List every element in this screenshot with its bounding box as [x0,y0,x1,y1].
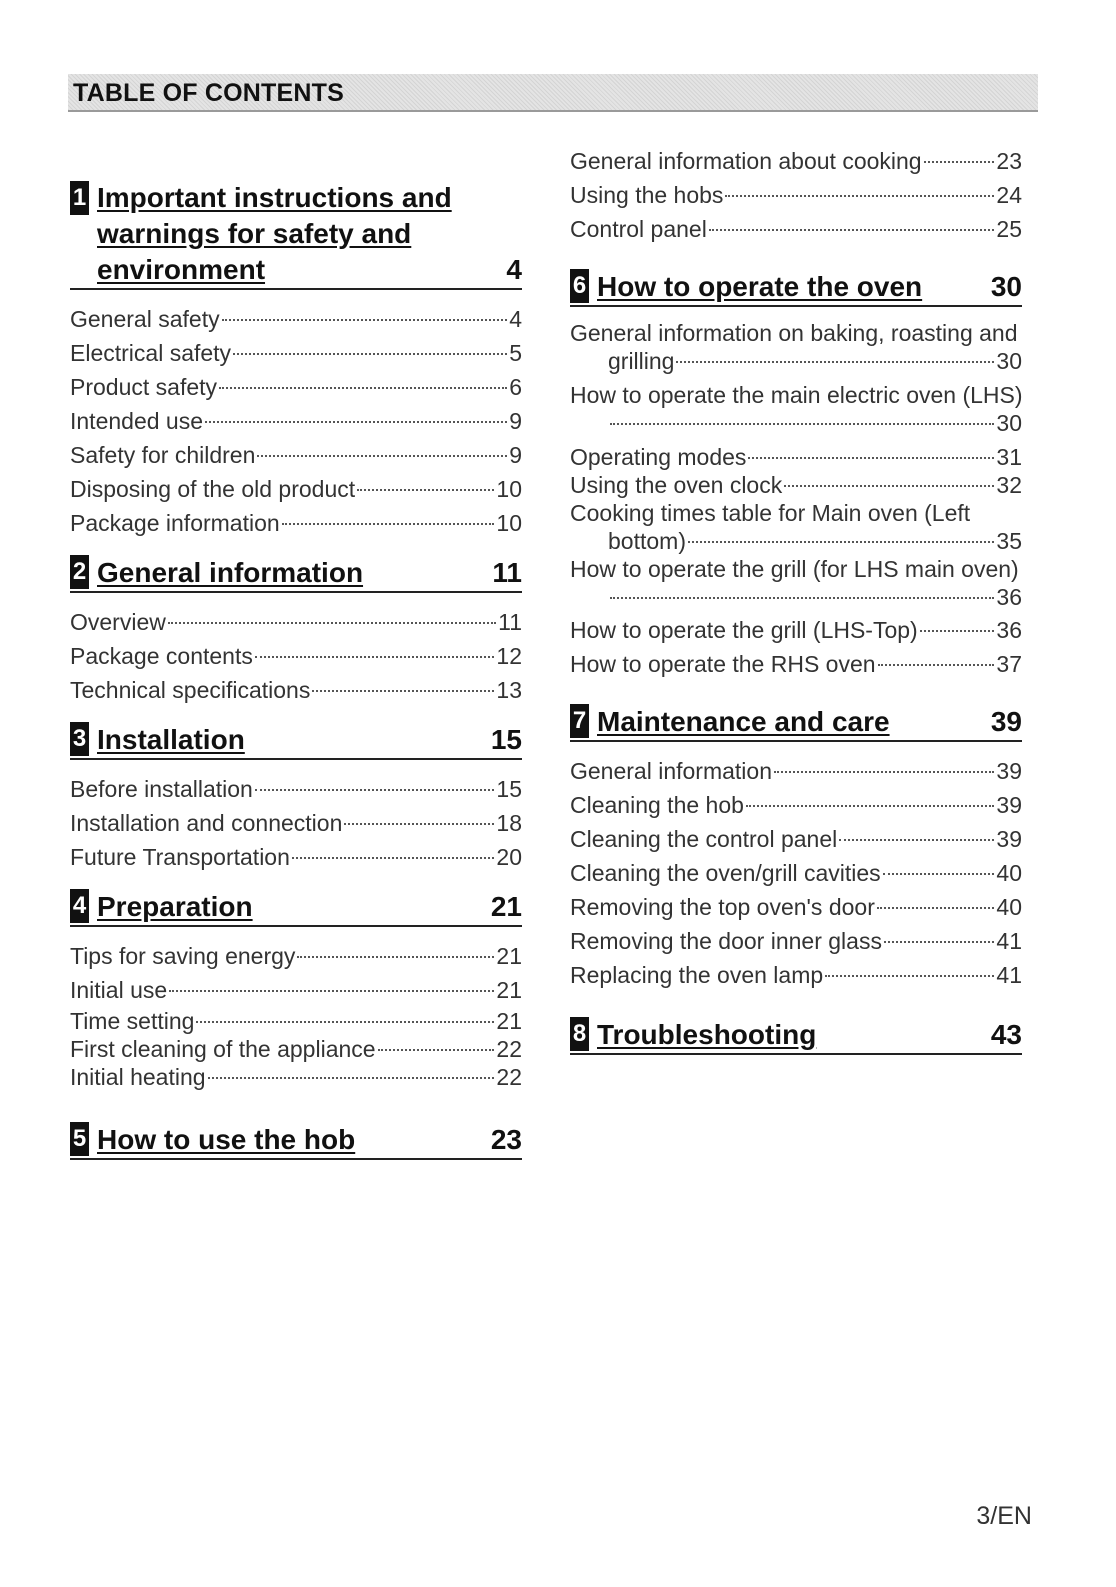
leader-dots [205,421,507,423]
entry-page: 21 [496,977,522,1003]
entry-title: General information about cooking [570,148,922,174]
leader-dots [748,457,994,459]
toc-entry[interactable] [570,613,1022,647]
entry-page: 30 [996,348,1022,374]
leader-dots [255,656,495,658]
entry-title: Product safety [70,374,218,400]
toc-section-3 [70,721,522,874]
toc-entry[interactable] [570,924,1022,958]
toc-section-6 [570,268,1022,681]
entry-title-line1: Cooking times table for Main oven (Left [570,500,971,526]
entry-title-line1: General information on baking, roasting and [570,320,1018,346]
leader-dots [784,485,994,487]
entry-page: 36 [996,584,1022,610]
section-page: 23 [490,1124,522,1155]
toc-entry[interactable] [70,840,522,874]
leader-dots [839,839,994,841]
entry-page: 22 [496,1064,522,1090]
toc-title: TABLE OF CONTENTS [73,79,344,107]
entry-page: 41 [996,962,1022,988]
entry-title: Disposing of the old product [70,476,356,502]
entry-page: 22 [496,1036,522,1062]
entry-page: 35 [996,528,1022,554]
entry-title: Electrical safety [70,340,232,366]
toc-section-5-entries [570,144,1022,246]
entry-page: 6 [509,374,522,400]
entry-page: 30 [996,410,1022,436]
entry-title: Initial use [70,977,168,1003]
entry-page: 41 [996,928,1022,954]
entry-title: Safety for children [70,442,256,468]
section-title: Installation [97,724,245,755]
section-heading[interactable] [570,703,1022,742]
leader-dots [357,489,494,491]
entry-title: Future Transportation [70,844,290,870]
toc-entry[interactable] [70,506,522,540]
leader-dots [208,1077,495,1079]
toc-entry[interactable] [70,806,522,840]
entry-title: Using the hobs [570,182,724,208]
toc-entry[interactable] [70,370,522,404]
leader-dots [233,353,507,355]
section-page: 43 [990,1019,1022,1050]
entry-title: Installation and connection [70,810,343,836]
entry-page: 24 [996,182,1022,208]
entry-page: 23 [996,148,1022,174]
section-number-badge: 3 [70,722,89,756]
entry-page: 10 [496,476,522,502]
toc-entry[interactable] [570,856,1022,890]
entry-title: Before installation [70,776,253,802]
entry-page: 13 [496,677,522,703]
entry-title: Package contents [70,643,253,669]
section-page: 11 [492,557,522,588]
entry-continuation [570,409,1022,437]
section-number-badge: 6 [570,269,589,303]
leader-dots [878,664,995,666]
section-title: Troubleshooting [597,1019,817,1050]
toc-entry[interactable] [570,754,1022,788]
entry-title: Replacing the oven lamp [570,962,824,988]
entry-title: grilling [608,348,675,374]
section-heading[interactable] [570,1016,1022,1055]
section-heading[interactable] [70,888,522,927]
toc-entry[interactable] [70,472,522,506]
entry-continuation [570,583,1022,611]
toc-entry[interactable] [570,499,1022,555]
entry-page: 32 [996,472,1022,498]
leader-dots [610,597,994,599]
toc-section-5 [70,1121,522,1160]
entry-page: 25 [996,216,1022,242]
toc-entry[interactable] [570,471,1022,499]
leader-dots [378,1049,495,1051]
leader-dots [884,941,994,943]
section-page: 21 [490,891,522,922]
leader-dots [709,229,995,231]
entry-page: 21 [496,943,522,969]
entry-continuation [570,527,1022,555]
toc-entry[interactable] [70,404,522,438]
entry-page: 4 [509,306,522,332]
entry-title: Time setting [70,1008,195,1034]
leader-dots [257,455,507,457]
leader-dots [255,789,495,791]
section-page: 15 [490,724,522,755]
section-page: 39 [990,706,1022,737]
leader-dots [222,319,508,321]
section-title: General information [97,557,364,588]
entry-title: Initial heating [70,1064,206,1090]
leader-dots [344,823,494,825]
section-heading[interactable] [70,1121,522,1160]
toc-entry[interactable] [70,302,522,336]
toc-entry[interactable] [570,212,1022,246]
section-title: Important instructions and warnings for safety and environment [97,182,452,285]
toc-entry[interactable] [70,1007,522,1035]
leader-dots [924,161,995,163]
entry-page: 5 [509,340,522,366]
leader-dots [883,873,995,875]
toc-section-1 [70,180,522,540]
toc-entry[interactable] [570,647,1022,681]
toc-entry[interactable] [70,605,522,639]
entry-title: Tips for saving energy [70,943,296,969]
section-number-badge: 7 [570,704,589,738]
entry-title: First cleaning of the appliance [70,1036,376,1062]
entry-page: 15 [496,776,522,802]
toc-entry[interactable] [570,555,1022,611]
entry-title: Package information [70,510,280,536]
entry-page: 10 [496,510,522,536]
entry-continuation [570,347,1022,375]
toc-entry[interactable] [570,958,1022,992]
entry-title-line1: How to operate the grill (for LHS main oven) [570,556,1019,582]
entry-page: 39 [996,758,1022,784]
leader-dots [920,630,995,632]
leader-dots [169,990,494,992]
entry-title: Cleaning the oven/grill cavities [570,860,881,886]
leader-dots [676,361,994,363]
entry-page: 40 [996,894,1022,920]
section-number-badge: 8 [570,1017,589,1051]
section-number-badge: 4 [70,889,89,923]
section-heading[interactable] [70,554,522,593]
entry-title: Cleaning the hob [570,792,744,818]
leader-dots [196,1021,494,1023]
entry-title: Removing the door inner glass [570,928,882,954]
section-number-badge: 5 [70,1122,89,1156]
section-heading[interactable] [570,268,1022,307]
toc-entry[interactable] [570,890,1022,924]
toc-entry[interactable] [70,438,522,472]
entry-page: 40 [996,860,1022,886]
section-title: Maintenance and care [597,706,890,737]
toc-section-4 [70,888,522,1091]
entry-title: Cleaning the control panel [570,826,838,852]
toc-entry[interactable] [570,144,1022,178]
entry-title: Operating modes [570,444,747,470]
section-heading[interactable] [70,721,522,760]
toc-entry[interactable] [570,319,1022,375]
entry-page: 20 [496,844,522,870]
toc-entry[interactable] [570,822,1022,856]
section-number-badge: 1 [70,181,89,215]
leader-dots [297,956,494,958]
entry-page: 39 [996,792,1022,818]
entry-title: Using the oven clock [570,472,783,498]
entry-page: 37 [996,651,1022,677]
entry-title: How to operate the RHS oven [570,651,876,677]
page-number: 3/EN [976,1502,1032,1530]
entry-title: Overview [70,609,166,635]
section-title: How to operate the oven [597,271,923,302]
toc-column-right [570,144,1022,1067]
entry-title: How to operate the grill (LHS-Top) [570,617,918,643]
entry-page: 21 [496,1008,522,1034]
entry-title-line1: How to operate the main electric oven (LHS) [570,382,1023,408]
section-page: 4 [506,254,522,285]
leader-dots [219,387,507,389]
leader-dots [746,805,994,807]
toc-entry[interactable] [70,939,522,973]
toc-entry[interactable] [570,443,1022,471]
entry-title: bottom) [608,528,686,554]
entry-page: 9 [509,442,522,468]
toc-entry[interactable] [70,973,522,1007]
section-title: How to use the hob [97,1124,356,1155]
entry-title: Intended use [70,408,204,434]
section-number-badge: 2 [70,555,89,589]
toc-entry[interactable] [70,1063,522,1091]
section-heading[interactable] [70,180,522,290]
entry-title: Control panel [570,216,707,242]
toc-entry[interactable] [70,673,522,707]
toc-section-7 [570,703,1022,992]
entry-page: 36 [996,617,1022,643]
leader-dots [774,771,994,773]
section-page: 30 [990,271,1022,302]
entry-page: 12 [496,643,522,669]
toc-entry[interactable] [570,381,1022,437]
toc-entry[interactable] [70,336,522,370]
toc-section-2 [70,554,522,707]
leader-dots [292,857,495,859]
toc-entry[interactable] [70,639,522,673]
entry-title: Technical specifications [70,677,311,703]
entry-title: General safety [70,306,220,332]
leader-dots [688,541,994,543]
toc-header-bar [68,74,1038,112]
leader-dots [877,907,995,909]
entry-page: 18 [496,810,522,836]
leader-dots [610,423,994,425]
entry-title: General information [570,758,772,784]
entry-title: Removing the top oven's door [570,894,875,920]
toc-entry[interactable] [70,772,522,806]
leader-dots [312,690,494,692]
toc-section-8 [570,1016,1022,1055]
leader-dots [725,195,994,197]
leader-dots [825,975,994,977]
leader-dots [168,622,496,624]
toc-entry[interactable] [570,788,1022,822]
entry-page: 11 [498,609,522,635]
section-title: Preparation [97,891,253,922]
leader-dots [282,523,495,525]
entry-page: 31 [996,444,1022,470]
toc-column-left [70,180,522,1172]
toc-entry[interactable] [570,178,1022,212]
toc-entry[interactable] [70,1035,522,1063]
entry-page: 39 [996,826,1022,852]
entry-page: 9 [509,408,522,434]
